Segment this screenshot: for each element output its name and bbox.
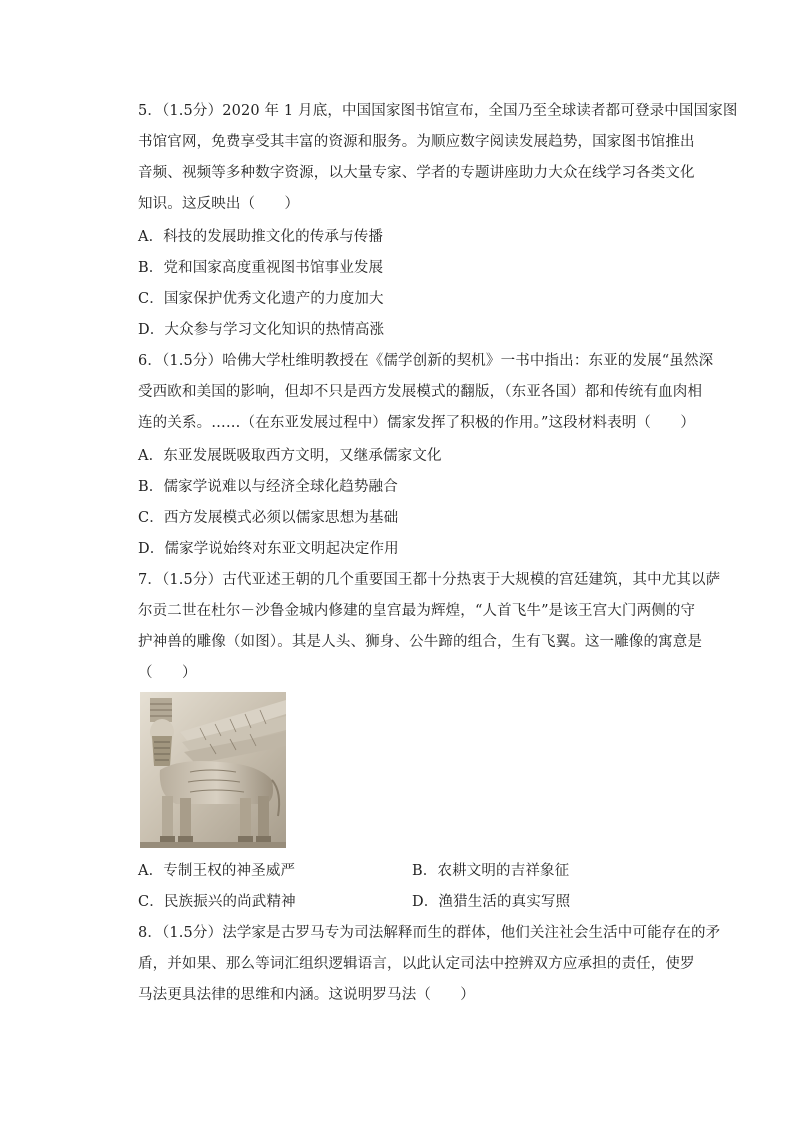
lamassu-relief-image — [140, 692, 286, 848]
q5-stem-line-4: 知识。这反映出（ ） — [138, 196, 300, 212]
q6-stem-line-1: 6．（1.5分）哈佛大学杜维明教授在《儒学创新的契机》一书中指出：东亚的发展“虽然深 — [138, 353, 714, 369]
q6-option-b: B．儒家学说难以与经济全球化趋势融合 — [138, 479, 398, 495]
lamassu-relief-drawing — [140, 692, 286, 848]
q7-stem-line-2: 尔贡二世在杜尔－沙鲁金城内修建的皇宫最为辉煌，“人首飞牛”是该王宫大门两侧的守 — [138, 603, 696, 619]
q8-stem-line-2: 盾，并如果、那么等词汇组织逻辑语言，以此认定司法中控辨双方应承担的责任，使罗 — [138, 956, 695, 972]
q7-option-a: A．专制王权的神圣威严 — [138, 863, 296, 879]
q7-option-b: B．农耕文明的吉祥象征 — [412, 863, 570, 879]
q6-stem-line-3: 连的关系。……（在东亚发展过程中）儒家发挥了积极的作用。”这段材料表明（ ） — [138, 415, 696, 431]
q6-option-d: D．儒家学说始终对东亚文明起决定作用 — [138, 541, 399, 557]
q5-option-b: B．党和国家高度重视图书馆事业发展 — [138, 260, 384, 276]
q7-stem-line-1: 7．（1.5分）古代亚述王朝的几个重要国王都十分热衷于大规模的宫廷建筑，其中尤其以萨 — [138, 572, 721, 588]
q7-stem-line-3: 护神兽的雕像（如图）。其是人头、狮身、公牛蹄的组合，生有飞翼。这一雕像的寓意是 — [138, 634, 703, 650]
q5-option-a: A．科技的发展助推文化的传承与传播 — [138, 229, 384, 245]
q7-stem-line-4: （ ） — [138, 665, 197, 681]
q5-stem-line-2: 书馆官网，免费享受其丰富的资源和服务。为顺应数字阅读发展趋势，国家图书馆推出 — [138, 134, 695, 150]
q5-option-d: D．大众参与学习文化知识的热情高涨 — [138, 322, 385, 338]
q8-stem-line-1: 8．（1.5分）法学家是古罗马专为司法解释而生的群体，他们关注社会生活中可能存在的矛 — [138, 925, 721, 941]
q5-stem-line-1: 5．（1.5分）2020 年 1 月底，中国国家图书馆宣布，全国乃至全球读者都可登录中国国家图 — [138, 103, 738, 119]
q8-stem-line-3: 马法更具法律的思维和内涵。这说明罗马法（ ） — [138, 987, 475, 1003]
q6-option-a: A．东亚发展既吸取西方文明，又继承儒家文化 — [138, 448, 442, 464]
q6-option-c: C．西方发展模式必须以儒家思想为基础 — [138, 510, 399, 526]
q5-stem-line-3: 音频、视频等多种数字资源，以大量专家、学者的专题讲座助力大众在线学习各类文化 — [138, 165, 695, 181]
q5-option-c: C．国家保护优秀文化遗产的力度加大 — [138, 291, 384, 307]
q7-option-d: D．渔猎生活的真实写照 — [412, 894, 571, 910]
q7-option-c: C．民族振兴的尚武精神 — [138, 894, 296, 910]
q6-stem-line-2: 受西欧和美国的影响，但却不只是西方发展模式的翻版，（东亚各国）都和传统有血肉相 — [138, 384, 703, 400]
